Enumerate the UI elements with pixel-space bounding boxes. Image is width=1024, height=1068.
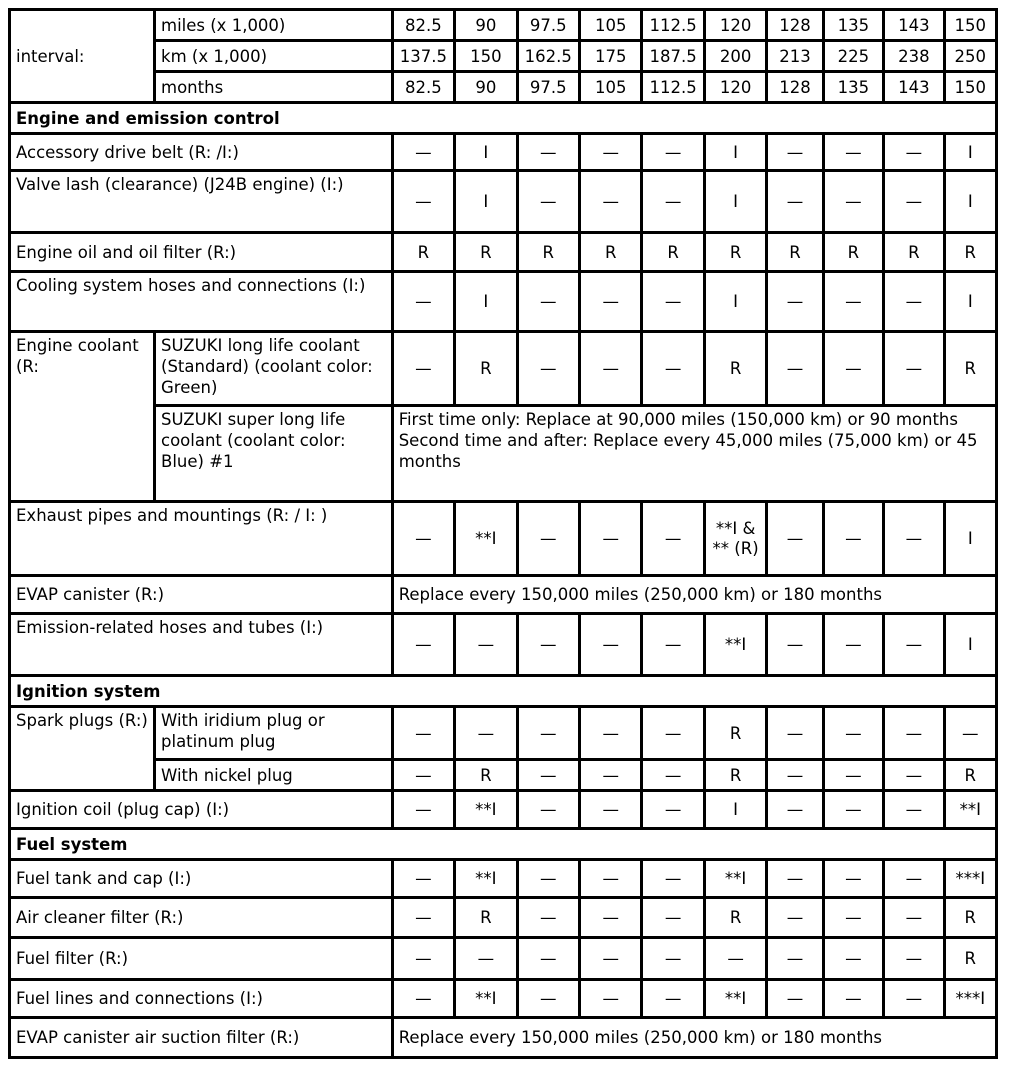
cell: —	[455, 938, 517, 980]
cell: —	[517, 171, 579, 233]
cell: —	[823, 938, 883, 980]
note-cell: Replace every 150,000 miles (250,000 km) or 180 months	[392, 1018, 996, 1058]
cell: —	[455, 614, 517, 676]
table-row	[10, 332, 997, 406]
header-cell: 112.5	[642, 10, 704, 41]
cell: —	[642, 980, 704, 1018]
header-cell: 143	[884, 72, 944, 103]
cell: —	[884, 272, 944, 332]
cell: R	[517, 233, 579, 272]
cell: —	[642, 171, 704, 233]
header-cell: 90	[455, 10, 517, 41]
cell: R	[767, 233, 823, 272]
cell: —	[517, 502, 579, 576]
cell: I	[455, 134, 517, 171]
cell: —	[944, 707, 996, 760]
cell: —	[823, 272, 883, 332]
header-cell: 120	[704, 72, 766, 103]
cell: I	[944, 134, 996, 171]
row-label: Fuel tank and cap (I:)	[10, 860, 393, 898]
cell: —	[767, 980, 823, 1018]
cell: —	[517, 707, 579, 760]
cell: —	[823, 898, 883, 938]
row-sublabel: With nickel plug	[155, 760, 393, 791]
cell: I	[455, 272, 517, 332]
row-label: EVAP canister air suction filter (R:)	[10, 1018, 393, 1058]
cell: —	[884, 171, 944, 233]
header-cell: 143	[884, 10, 944, 41]
table-row	[10, 898, 997, 938]
table-row	[10, 134, 997, 171]
cell: —	[884, 938, 944, 980]
cell: —	[517, 980, 579, 1018]
cell: —	[642, 332, 704, 406]
cell: —	[767, 938, 823, 980]
header-cell: 162.5	[517, 41, 579, 72]
cell: —	[517, 332, 579, 406]
header-row-km	[10, 41, 997, 72]
cell: R	[884, 233, 944, 272]
header-cell: 250	[944, 41, 996, 72]
cell: —	[823, 791, 883, 829]
cell: **I	[455, 860, 517, 898]
cell: —	[517, 272, 579, 332]
cell: —	[580, 791, 642, 829]
row-label: Cooling system hoses and connections (I:)	[10, 272, 393, 332]
cell: R	[944, 233, 996, 272]
cell: —	[392, 272, 454, 332]
section-engine-title: Engine and emission control	[10, 103, 997, 134]
row-label: Fuel lines and connections (I:)	[10, 980, 393, 1018]
cell: I	[704, 171, 766, 233]
header-cell: 200	[704, 41, 766, 72]
cell: —	[823, 980, 883, 1018]
cell: —	[580, 614, 642, 676]
section-row	[10, 676, 997, 707]
table-row	[10, 502, 997, 576]
cell: —	[884, 332, 944, 406]
header-cell: 150	[944, 10, 996, 41]
cell: I	[704, 134, 766, 171]
row-label: Fuel filter (R:)	[10, 938, 393, 980]
cell: —	[517, 860, 579, 898]
cell: —	[642, 502, 704, 576]
section-ignition-title: Ignition system	[10, 676, 997, 707]
table-row	[10, 272, 997, 332]
header-cell: 128	[767, 10, 823, 41]
table-row	[10, 980, 997, 1018]
header-row-months	[10, 72, 997, 103]
cell: —	[823, 760, 883, 791]
cell: R	[704, 707, 766, 760]
row-label: Accessory drive belt (R: /I:)	[10, 134, 393, 171]
cell: —	[642, 707, 704, 760]
cell: —	[823, 332, 883, 406]
cell: —	[767, 272, 823, 332]
cell: R	[642, 233, 704, 272]
cell: —	[767, 898, 823, 938]
row-sublabel: SUZUKI long life coolant (Standard) (coolant color: Green)	[155, 332, 393, 406]
cell: **I	[704, 614, 766, 676]
section-fuel-title: Fuel system	[10, 829, 997, 860]
cell: —	[392, 791, 454, 829]
cell: —	[517, 134, 579, 171]
cell: —	[642, 898, 704, 938]
cell: —	[580, 707, 642, 760]
note-line: First time only: Replace at 90,000 miles (150,000 km) or 90 months	[398, 410, 958, 429]
table-row	[10, 233, 997, 272]
cell: —	[767, 502, 823, 576]
cell: —	[517, 760, 579, 791]
cell: —	[884, 898, 944, 938]
cell: R	[455, 233, 517, 272]
cell: —	[580, 860, 642, 898]
cell: **I	[455, 502, 517, 576]
header-cell: 120	[704, 10, 766, 41]
header-cell: 82.5	[392, 10, 454, 41]
cell: R	[944, 898, 996, 938]
cell: R	[944, 332, 996, 406]
cell: —	[392, 614, 454, 676]
note-cell	[392, 406, 996, 502]
cell: —	[823, 502, 883, 576]
cell: R	[944, 760, 996, 791]
cell: —	[392, 502, 454, 576]
header-cell: 112.5	[642, 72, 704, 103]
cell: I	[944, 614, 996, 676]
cell: R	[704, 332, 766, 406]
row-label: Valve lash (clearance) (J24B engine) (I:)	[10, 171, 393, 233]
cell: I	[455, 171, 517, 233]
header-cell: 150	[455, 41, 517, 72]
section-row	[10, 103, 997, 134]
note-line: Second time and after: Replace every 45,000 miles (75,000 km) or 45 months	[398, 431, 978, 471]
row-label: Air cleaner filter (R:)	[10, 898, 393, 938]
cell: —	[392, 760, 454, 791]
cell: —	[704, 938, 766, 980]
cell: —	[455, 707, 517, 760]
cell: **I	[704, 980, 766, 1018]
cell: ***I	[944, 980, 996, 1018]
table-row	[10, 760, 997, 791]
cell: —	[767, 860, 823, 898]
cell: —	[517, 938, 579, 980]
cell: I	[944, 171, 996, 233]
row-label: EVAP canister (R:)	[10, 576, 393, 614]
header-cell: 150	[944, 72, 996, 103]
header-cell: 135	[823, 72, 883, 103]
cell: —	[580, 134, 642, 171]
header-cell: 82.5	[392, 72, 454, 103]
cell: —	[580, 980, 642, 1018]
row-label: Exhaust pipes and mountings (R: / I: )	[10, 502, 393, 576]
header-cell: 135	[823, 10, 883, 41]
cell: —	[580, 502, 642, 576]
cell: R	[392, 233, 454, 272]
cell: —	[767, 134, 823, 171]
header-cell: 97.5	[517, 10, 579, 41]
cell: R	[944, 938, 996, 980]
cell: R	[580, 233, 642, 272]
cell: I	[944, 502, 996, 576]
cell: —	[884, 134, 944, 171]
cell: —	[884, 502, 944, 576]
cell: —	[392, 860, 454, 898]
cell: **I	[455, 980, 517, 1018]
header-cell: 225	[823, 41, 883, 72]
cell: —	[642, 272, 704, 332]
cell: —	[642, 134, 704, 171]
note-cell: Replace every 150,000 miles (250,000 km) or 180 months	[392, 576, 996, 614]
header-cell: 105	[580, 10, 642, 41]
cell: —	[580, 171, 642, 233]
header-cell: 238	[884, 41, 944, 72]
table-row	[10, 791, 997, 829]
cell: —	[884, 760, 944, 791]
cell: —	[767, 614, 823, 676]
row-label-spark-plugs: Spark plugs (R:)	[10, 707, 155, 791]
cell: R	[455, 760, 517, 791]
cell: —	[884, 614, 944, 676]
cell: —	[884, 791, 944, 829]
cell: —	[823, 134, 883, 171]
unit-months: months	[155, 72, 393, 103]
cell: —	[823, 171, 883, 233]
cell: —	[767, 171, 823, 233]
cell: —	[580, 760, 642, 791]
row-label: Ignition coil (plug cap) (I:)	[10, 791, 393, 829]
row-sublabel: With iridium plug or platinum plug	[155, 707, 393, 760]
cell: —	[642, 938, 704, 980]
row-sublabel: SUZUKI super long life coolant (coolant color: Blue) #1	[155, 406, 393, 502]
cell: I	[704, 791, 766, 829]
cell: I	[704, 272, 766, 332]
cell: I	[944, 272, 996, 332]
table-row	[10, 171, 997, 233]
cell: —	[767, 332, 823, 406]
row-label: Engine oil and oil filter (R:)	[10, 233, 393, 272]
table-row	[10, 938, 997, 980]
cell: —	[884, 980, 944, 1018]
cell: —	[642, 614, 704, 676]
header-cell: 128	[767, 72, 823, 103]
row-label-engine-coolant: Engine coolant (R:	[10, 332, 155, 502]
cell: —	[580, 938, 642, 980]
cell: R	[704, 898, 766, 938]
cell: —	[580, 332, 642, 406]
cell: —	[823, 860, 883, 898]
cell: —	[642, 760, 704, 791]
table-row	[10, 614, 997, 676]
cell: —	[392, 898, 454, 938]
cell: **I & ** (R)	[704, 502, 766, 576]
cell: —	[392, 171, 454, 233]
cell: —	[580, 898, 642, 938]
cell: —	[767, 791, 823, 829]
cell: —	[767, 707, 823, 760]
row-label: Emission-related hoses and tubes (I:)	[10, 614, 393, 676]
cell: —	[392, 938, 454, 980]
cell: R	[455, 898, 517, 938]
cell: —	[767, 760, 823, 791]
cell: —	[392, 134, 454, 171]
header-cell: 213	[767, 41, 823, 72]
cell: —	[823, 614, 883, 676]
cell: R	[704, 760, 766, 791]
cell: —	[392, 980, 454, 1018]
header-cell: 105	[580, 72, 642, 103]
cell: ***I	[944, 860, 996, 898]
cell: **I	[704, 860, 766, 898]
cell: —	[884, 707, 944, 760]
header-row-miles	[10, 10, 997, 41]
interval-label: interval:	[10, 10, 155, 103]
header-cell: 187.5	[642, 41, 704, 72]
cell: —	[517, 898, 579, 938]
header-cell: 137.5	[392, 41, 454, 72]
section-row	[10, 829, 997, 860]
cell: —	[517, 791, 579, 829]
cell: —	[642, 791, 704, 829]
cell: —	[517, 614, 579, 676]
cell: —	[823, 707, 883, 760]
cell: R	[704, 233, 766, 272]
cell: —	[642, 860, 704, 898]
table-row	[10, 406, 997, 502]
unit-km: km (x 1,000)	[155, 41, 393, 72]
cell: —	[884, 860, 944, 898]
cell: —	[580, 272, 642, 332]
cell: —	[392, 332, 454, 406]
header-cell: 175	[580, 41, 642, 72]
cell: —	[392, 707, 454, 760]
cell: **I	[455, 791, 517, 829]
cell: R	[823, 233, 883, 272]
header-cell: 90	[455, 72, 517, 103]
maintenance-schedule-table	[8, 8, 998, 1059]
table-row	[10, 707, 997, 760]
table-row	[10, 576, 997, 614]
cell: **I	[944, 791, 996, 829]
table-row	[10, 1018, 997, 1058]
cell: R	[455, 332, 517, 406]
table-row	[10, 860, 997, 898]
unit-miles: miles (x 1,000)	[155, 10, 393, 41]
header-cell: 97.5	[517, 72, 579, 103]
